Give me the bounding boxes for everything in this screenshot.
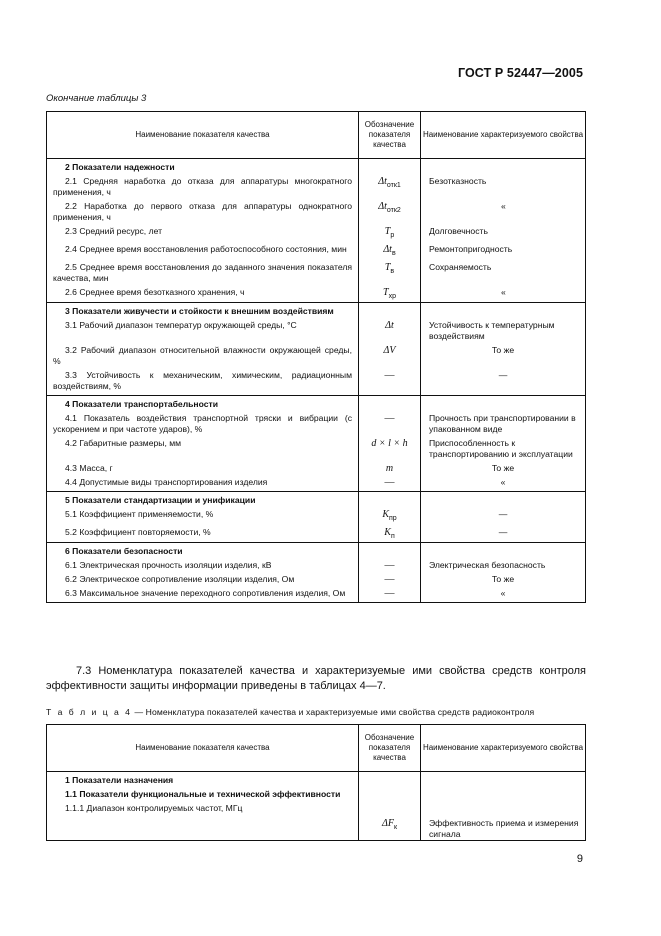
indicator-name: 2.4 Среднее время восстановления работоспособного состояния, мин <box>65 244 347 254</box>
property-name: Эффективность приема и измерения сигнала <box>429 818 579 839</box>
indicator-symbol: $T_{хр}$ <box>383 287 396 300</box>
indicator-name: 1.1.1 Диапазон контролируемых частот, МГц <box>65 803 243 813</box>
indicator-symbol: — <box>384 560 395 571</box>
indicator-symbol: — <box>384 588 395 599</box>
indicator-symbol: — <box>384 574 395 585</box>
indicator-name: 2.5 Среднее время восстановления до заданного значения показателя качества, мин <box>53 262 352 283</box>
table-3 <box>46 111 586 603</box>
indicator-name: 5.2 Коэффициент повторяемости, % <box>65 527 211 537</box>
property-name: Устойчивость к температурным воздействиям <box>429 320 555 341</box>
property-name: — <box>498 370 508 380</box>
section-title: 3 Показатели живучести и стойкости к внешним воздействиям <box>65 306 334 316</box>
section-title: 2 Показатели надежности <box>65 162 175 172</box>
indicator-name: 2.1 Средняя наработка до отказа для аппаратуры многократного применения, ч <box>53 176 352 197</box>
col-header-designation: Обозначение показателя качества <box>359 112 421 159</box>
indicator-symbol: $K_{пр}$ <box>382 509 397 522</box>
indicator-symbol: $\Delta t_{отк2}$ <box>378 201 401 214</box>
table-row <box>47 474 586 492</box>
standard-header: ГОСТ Р 52447—2005 <box>457 66 583 80</box>
table4-caption-label: Т а б л и ц а 4 <box>46 707 132 717</box>
table-row <box>47 241 586 259</box>
page-number: 9 <box>576 853 583 865</box>
property-name: « <box>500 477 506 487</box>
indicator-name: 5.1 Коэффициент применяемости, % <box>65 509 214 519</box>
table-row <box>47 259 586 284</box>
section-title: 1 Показатели назначения <box>65 775 174 785</box>
indicator-name: 3.2 Рабочий диапазон относительной влажности окружающей среды, % <box>53 345 352 366</box>
table-header-row <box>47 725 586 772</box>
indicator-name: 6.1 Электрическая прочность изоляции изделия, кВ <box>65 560 272 570</box>
table-row <box>47 524 586 543</box>
property-name: Ремонтопригодность <box>429 244 513 254</box>
indicator-name: 4.2 Габаритные размеры, мм <box>65 438 182 448</box>
paragraph-7-3: 7.3 Номенклатура показателей качества и характеризуемые ими свойства средств контроля эффективности защиты информации приведены в таблицах 4—7. <box>46 665 586 692</box>
indicator-symbol: ΔV <box>383 345 396 356</box>
indicator-name: 4.1 Показатель воздействия транспортной тряски и вибрации (с ускорением и при частоте ударов), % <box>53 413 352 434</box>
section-row <box>47 543 586 558</box>
table-row <box>47 571 586 585</box>
indicator-symbol: — <box>384 413 395 424</box>
section-row <box>47 492 586 507</box>
table-row <box>47 223 586 241</box>
property-name: Безотказность <box>429 176 487 186</box>
property-name: То же <box>491 463 515 473</box>
table-row <box>47 173 586 198</box>
indicator-name: 3.3 Устойчивость к механическим, химическим, радиационным воздействиям, % <box>53 370 352 391</box>
indicator-symbol: m <box>385 463 394 474</box>
property-name: — <box>498 509 508 519</box>
indicator-name: 2.6 Среднее время безотказного хранения, ч <box>65 287 245 297</box>
indicator-symbol: $T_в$ <box>384 262 395 275</box>
property-name: Прочность при транспортировании в упакованном виде <box>429 413 576 434</box>
col-header-name: Наименование показателя качества <box>47 725 359 772</box>
indicator-symbol: d × l × h <box>371 438 408 449</box>
property-name: Электрическая безопасность <box>429 560 546 570</box>
indicator-symbol: $\Delta t_в$ <box>383 244 396 257</box>
table-row <box>47 367 586 396</box>
indicator-symbol: — <box>384 477 395 488</box>
property-name: То же <box>491 574 515 584</box>
indicator-symbol: $\Delta t_{отк1}$ <box>378 176 401 189</box>
property-name: « <box>501 201 506 211</box>
col-header-property: Наименование характеризуемого свойства <box>421 725 586 772</box>
indicator-name: 2.3 Средний ресурс, лет <box>65 226 163 236</box>
table-row <box>47 435 586 460</box>
table-row <box>47 317 586 342</box>
section-title: 4 Показатели транспортабельности <box>65 399 219 409</box>
property-name: « <box>500 588 506 598</box>
property-name: « <box>501 287 506 297</box>
section-row <box>47 303 586 318</box>
col-header-property: Наименование характеризуемого свойства <box>421 112 586 159</box>
indicator-symbol: Δt <box>385 320 394 331</box>
table-header-row <box>47 112 586 159</box>
indicator-name: 6.3 Максимальное значение переходного сопротивления изделия, Ом <box>65 588 346 598</box>
table-row <box>47 557 586 571</box>
table-row <box>47 585 586 603</box>
table-row <box>47 342 586 367</box>
indicator-name: 6.2 Электрическое сопротивление изоляции изделия, Ом <box>65 574 295 584</box>
indicator-name: 3.1 Рабочий диапазон температур окружающей среды, °С <box>65 320 297 330</box>
subsection-title: 1.1 Показатели функциональные и технической эффективности <box>65 789 341 799</box>
indicator-symbol: $T_р$ <box>384 226 395 239</box>
table-row <box>47 772 586 787</box>
table4-caption-text: — Номенклатура показателей качества и характеризуемые ими свойства средств радиоконтроля <box>131 707 535 717</box>
property-name: Приспособленность к транспортированию и эксплуатации <box>429 438 573 459</box>
section-title: 5 Показатели стандартизации и унификации <box>65 495 256 505</box>
col-header-name: Наименование показателя качества <box>47 112 359 159</box>
property-name: То же <box>491 345 515 355</box>
section-title: 6 Показатели безопасности <box>65 546 183 556</box>
indicator-name: 4.3 Масса, г <box>65 463 113 473</box>
table-row <box>47 460 586 474</box>
table-row <box>47 800 586 841</box>
table3-caption: Окончание таблицы 3 <box>46 93 147 104</box>
section-row <box>47 396 586 411</box>
property-name: Сохраняемость <box>429 262 492 272</box>
indicator-symbol: — <box>384 370 395 381</box>
table-row <box>47 506 586 524</box>
indicator-name: 2.2 Наработка до первого отказа для аппаратуры однократного применения, ч <box>53 201 352 222</box>
table4-caption <box>46 707 534 717</box>
indicator-symbol: $\Delta F_к$ <box>381 818 398 831</box>
table-row <box>47 198 586 223</box>
table-4 <box>46 724 586 841</box>
property-name: Долговечность <box>429 226 488 236</box>
table-row <box>47 786 586 800</box>
table-row <box>47 284 586 303</box>
section-row <box>47 159 586 174</box>
property-name: — <box>498 527 508 537</box>
indicator-name: 4.4 Допустимые виды транспортирования изделия <box>65 477 268 487</box>
indicator-symbol: $K_п$ <box>384 527 395 540</box>
col-header-designation: Обозначение показателя качества <box>359 725 421 772</box>
table-row <box>47 410 586 435</box>
